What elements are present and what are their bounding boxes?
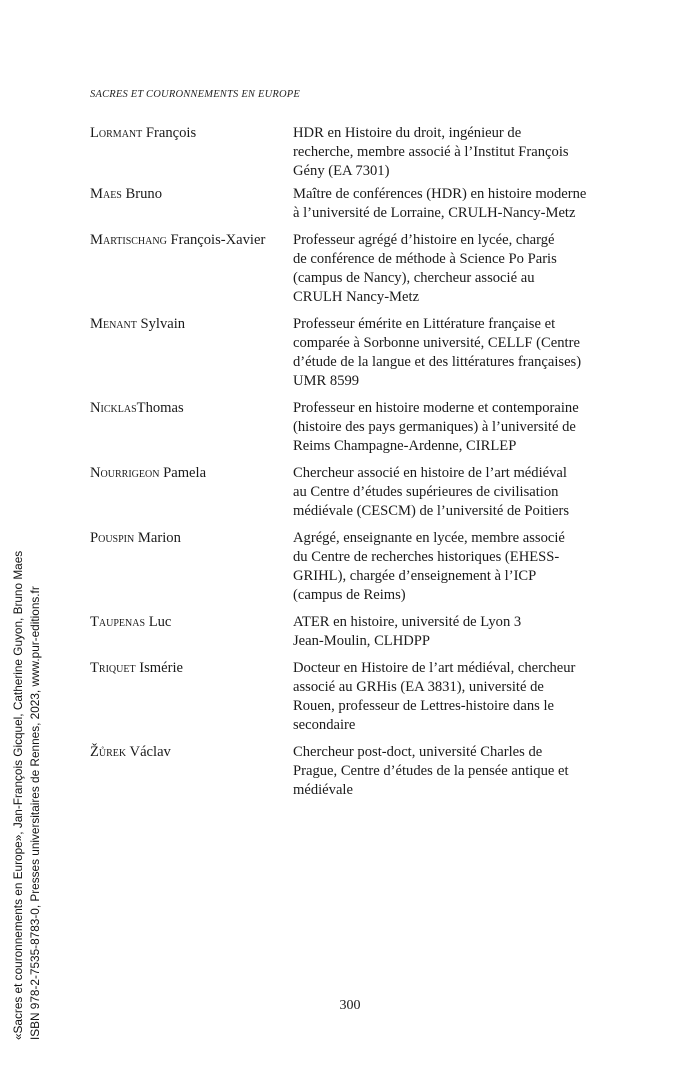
affiliation-line: Gény (EA 7301) [293, 163, 390, 179]
contributor-affiliation [293, 529, 590, 605]
affiliation-line: Prague, Centre d’études de la pensée antique et [293, 763, 569, 779]
affiliation-line: du Centre de recherches historiques (EHESS- [293, 549, 560, 565]
affiliation-line: ATER en histoire, université de Lyon 3 [293, 614, 522, 630]
contributor-name [90, 399, 293, 418]
contributor-name [90, 743, 293, 762]
contributor-surname: Nicklas [90, 400, 137, 416]
affiliation-line: d’étude de la langue et des littératures françaises) [293, 354, 582, 370]
affiliation-line: médiévale (CESCM) de l’université de Poitiers [293, 503, 570, 519]
affiliation-line: recherche, membre associé à l’Institut François [293, 144, 569, 160]
contributor-affiliation [293, 659, 590, 735]
affiliation-line: GRIHL), chargée d’enseignement à l’ICP [293, 568, 537, 584]
affiliation-line: Jean-Moulin, CLHDPP [293, 633, 431, 649]
contributor-given-name: François-Xavier [170, 232, 266, 248]
contributor-given-name: Sylvain [140, 316, 186, 332]
affiliation-line: CRULH Nancy-Metz [293, 289, 420, 305]
affiliation-line: (histoire des pays germaniques) à l’université de [293, 419, 576, 435]
affiliation-line: Agrégé, enseignante en lycée, membre associé [293, 530, 565, 546]
contributor-name [90, 185, 293, 204]
affiliation-line: au Centre d’études supérieures de civilisation [293, 484, 559, 500]
contributor-given-name: Marion [137, 530, 181, 546]
side-credit [10, 480, 44, 1040]
contributor-entry [90, 124, 590, 185]
affiliation-line: médiévale [293, 782, 353, 798]
affiliation-line: comparée à Sorbonne université, CELLF (Centre [293, 335, 580, 351]
contributor-surname: Taupenas [90, 614, 146, 630]
contributor-name [90, 659, 293, 678]
contributor-affiliation [293, 399, 590, 456]
contributor-given-name: François [145, 125, 197, 141]
contributor-name [90, 315, 293, 334]
contributor-entry [90, 464, 590, 529]
affiliation-line: HDR en Histoire du droit, ingénieur de [293, 125, 522, 141]
contributor-surname: Martischang [90, 232, 167, 248]
contributor-entry [90, 315, 590, 399]
contributor-affiliation [293, 464, 590, 521]
contributor-given-name: Václav [129, 744, 171, 760]
contributor-given-name: Ismérie [139, 660, 183, 676]
affiliation-line: Professeur en histoire moderne et contemporaine [293, 400, 579, 416]
affiliation-line: Chercheur associé en histoire de l’art médiéval [293, 465, 567, 481]
affiliation-line: UMR 8599 [293, 373, 360, 389]
contributor-entry [90, 743, 590, 808]
contributor-surname: Žůrek [90, 744, 127, 760]
contributor-entry [90, 613, 590, 659]
contributor-affiliation [293, 613, 590, 651]
contributor-affiliation [293, 185, 590, 223]
contributor-given-name: Thomas [136, 400, 184, 416]
affiliation-line: secondaire [293, 717, 356, 733]
contributor-entry [90, 399, 590, 464]
page-number: 300 [339, 998, 361, 1013]
affiliation-line: Chercheur post-doct, université Charles de [293, 744, 543, 760]
side-credit-line: ISBN 978-2-7535-8783-0, Presses universitaires de Rennes, 2023, www.pur-editions.fr [28, 586, 42, 1040]
contributor-entry [90, 529, 590, 613]
contributor-surname: Maes [90, 186, 122, 202]
affiliation-line: à l’université de Lorraine, CRULH-Nancy-Metz [293, 205, 576, 221]
contributor-name [90, 529, 293, 548]
contributor-name [90, 464, 293, 483]
contributor-entry [90, 659, 590, 743]
affiliation-line: Reims Champagne-Ardenne, CIRLEP [293, 438, 517, 454]
contributor-given-name: Luc [148, 614, 172, 630]
affiliation-line: associé au GRHis (EA 3831), université de [293, 679, 544, 695]
contributor-surname: Lormant [90, 125, 143, 141]
contributor-name [90, 613, 293, 632]
contributor-affiliation [293, 231, 590, 307]
contributor-affiliation [293, 315, 590, 391]
affiliation-line: Rouen, professeur de Lettres-histoire dans le [293, 698, 554, 714]
contributor-surname: Menant [90, 316, 137, 332]
affiliation-line: (campus de Nancy), chercheur associé au [293, 270, 535, 286]
contributor-surname: Triquet [90, 660, 136, 676]
affiliation-line: de conférence de méthode à Science Po Paris [293, 251, 557, 267]
running-head: SACRES ET COURONNEMENTS EN EUROPE [90, 89, 300, 100]
contributor-given-name: Bruno [125, 186, 163, 202]
affiliation-line: (campus de Reims) [293, 587, 406, 603]
contributor-given-name: Pamela [163, 465, 207, 481]
contributor-surname: Nourrigeon [90, 465, 160, 481]
affiliation-line: Docteur en Histoire de l’art médiéval, chercheur [293, 660, 576, 676]
affiliation-line: Professeur émérite en Littérature française et [293, 316, 556, 332]
contributor-name [90, 231, 293, 250]
affiliation-line: Maître de conférences (HDR) en histoire moderne [293, 186, 587, 202]
contributor-surname: Pouspin [90, 530, 135, 546]
contributor-name [90, 124, 293, 143]
side-credit-line: «Sacres et couronnements en Europe», Jan-François Gicquel, Catherine Guyon, Bruno Maes [11, 550, 25, 1040]
contributors-list [90, 124, 590, 808]
contributor-entry [90, 231, 590, 315]
affiliation-line: Professeur agrégé d’histoire en lycée, chargé [293, 232, 555, 248]
contributor-affiliation [293, 124, 590, 181]
contributor-affiliation [293, 743, 590, 800]
contributor-entry [90, 185, 590, 231]
